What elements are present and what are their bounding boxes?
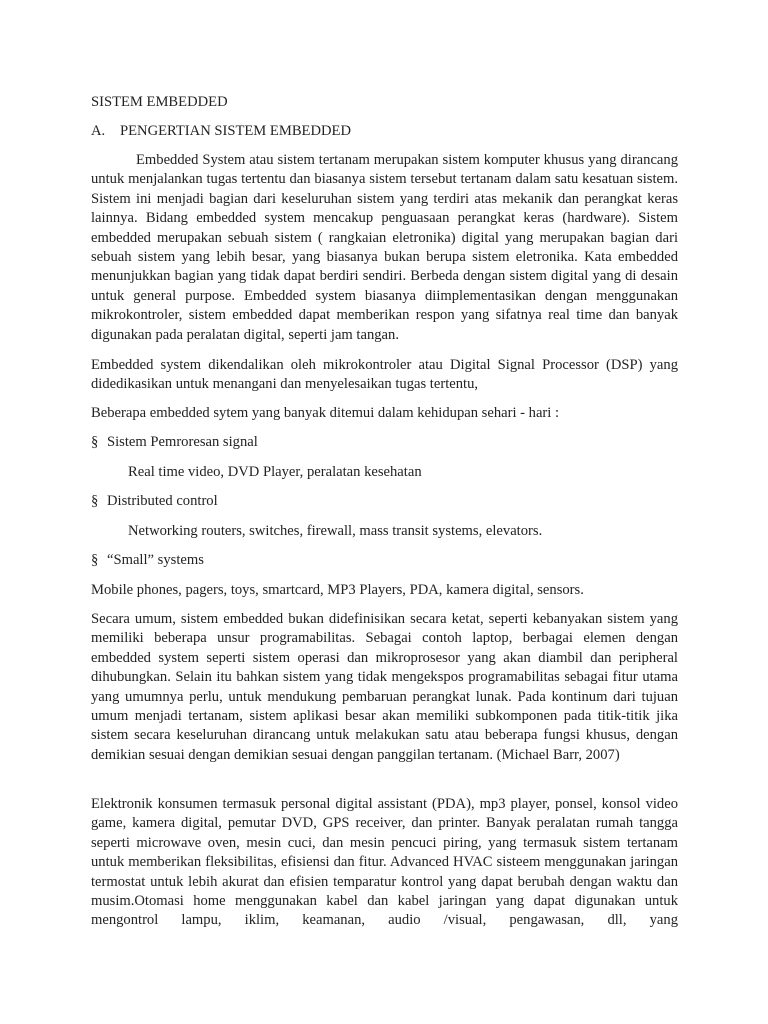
list-item: [91, 492, 218, 511]
section-letter: A.: [91, 123, 106, 139]
list-item-label: Sistem Pemroresan signal: [107, 434, 258, 450]
section-heading-text: PENGERTIAN SISTEM EMBEDDED: [120, 123, 351, 139]
bullet-icon: §: [91, 434, 99, 450]
bullet-icon: §: [91, 493, 99, 509]
list-item-label: “Small” systems: [107, 552, 204, 568]
bullet-icon: §: [91, 552, 99, 568]
paragraph-3: Beberapa embedded sytem yang banyak ditemui dalam kehidupan sehari - hari :: [91, 405, 560, 421]
paragraph-5: Elektronik konsumen termasuk personal digital assistant (PDA), mp3 player, ponsel, konsol video game, kamera digital, pemutar DVD, GPS receiver, dan printer. Banyak peralatan rumah tangga seperti microwave oven, mesin cuci, dan mesin pencuci piring, yang termasuk sistem tertanam untuk memberikan fleksibilitas, efisiensi dan fitur. Advanced HVAC sisteem menggunakan jaringan termostat untuk lebih akurat dan efisien temparatur kontrol yang dapat berubah dengan waktu dan musim.Otomasi home menggunakan kabel dan kabel jaringan yang dapat digunakan untuk mengontrol lampu, iklim, keamanan, audio /visual, pengawasan, dll, yang: [91, 796, 678, 929]
section-a-heading: [91, 122, 351, 141]
list-item-detail: Mobile phones, pagers, toys, smartcard, MP3 Players, PDA, kamera digital, sensors.: [91, 582, 584, 598]
list-item-detail: Real time video, DVD Player, peralatan kesehatan: [128, 464, 422, 480]
list-item-label: Distributed control: [107, 493, 218, 509]
paragraph-4: Secara umum, sistem embedded bukan didefinisikan secara ketat, seperti kebanyakan sistem yang memiliki beberapa unsur programabilitas. Sebagai contoh laptop, berbagai elemen dengan embedded system seperti sistem operasi dan mikroprosesor yang akan diambil dan peripheral dihubungkan. Selain itu bahkan sistem yang tidak mengekspos programabilitas sebagai fitur utama yang umumnya perlu, untuk mendukung pembaruan perangkat lunak. Pada kontinum dari tujuan umum menjadi tertanam, sistem aplikasi besar akan memiliki subkomponen pada titik-titik jika sistem secara keseluruhan dirancang untuk melakukan satu atau beberapa fungsi khusus, dengan demikian sesuai dengan demikian sesuai dengan panggilan tertanam. (Michael Barr, 2007): [91, 611, 678, 763]
list-item: [91, 433, 258, 452]
list-item: [91, 551, 204, 570]
paragraph-1: Embedded System atau sistem tertanam merupakan sistem komputer khusus yang dirancang untuk menjalankan tugas tertentu dan biasanya sistem tersebut tertanam dalam satu kesatuan sistem. Sistem ini menjadi bagian dari keseluruhan sistem yang terdiri atas mekanik dan perangkat keras lainnya. Bidang embedded system mencakup penguasaan perangkat keras (hardware). Sistem embedded merupakan sebuah sistem ( rangkaian eletronika) digital yang merupakan bagian dari sebuah sistem yang lebih besar, yang biasanya bukan berupa sistem eletronika. Kata embedded menunjukkan bagian yang tidak dapat berdiri sendiri. Berbeda dengan sistem digital yang di desain untuk general purpose. Embedded system biasanya diimplementasikan dengan menggunakan mikrokontroler, sistem embedded dapat memberikan respon yang sifatnya real time dan banyak digunakan pada peralatan digital, seperti jam tangan.: [91, 152, 678, 343]
document-title: SISTEM EMBEDDED: [91, 94, 228, 110]
paragraph-2: Embedded system dikendalikan oleh mikrokontroler atau Digital Signal Processor (DSP) yang didedikasikan untuk menangani dan menyelesaikan tugas tertentu,: [91, 357, 678, 393]
list-item-detail: Networking routers, switches, firewall, mass transit systems, elevators.: [128, 523, 543, 539]
